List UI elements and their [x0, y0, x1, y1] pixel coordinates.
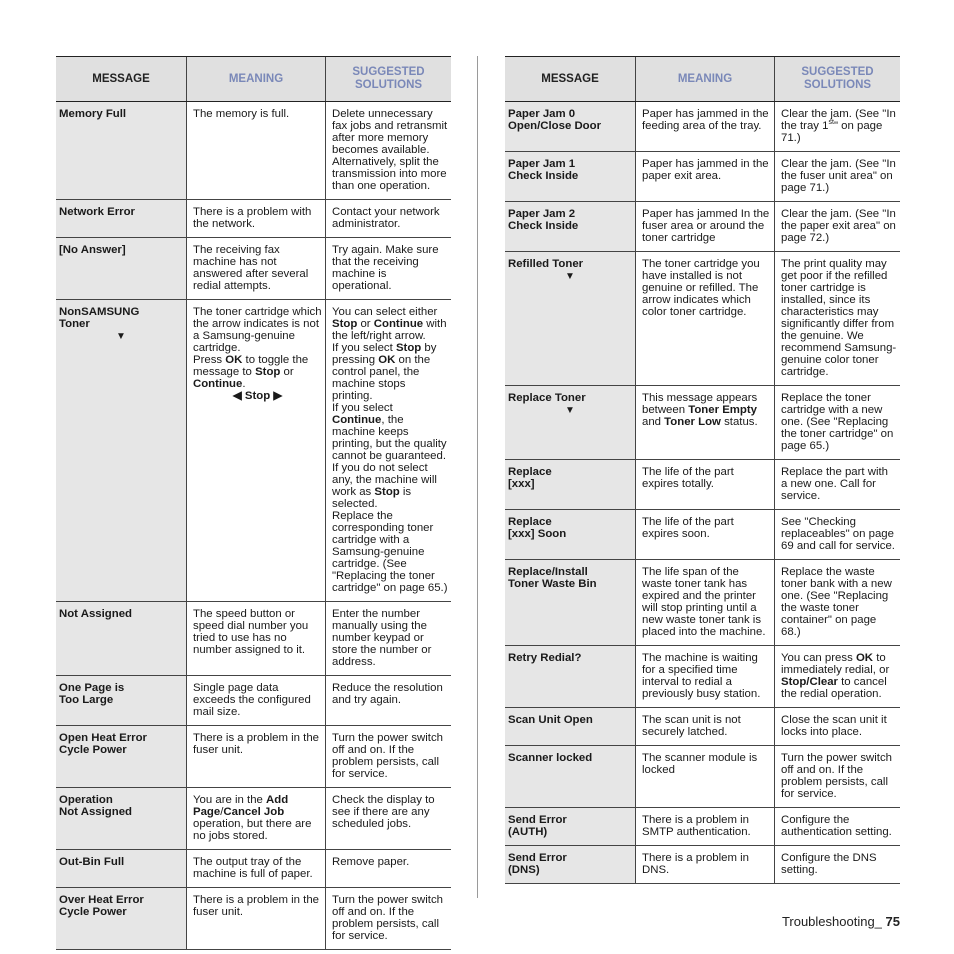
message-cell	[56, 888, 187, 950]
message-cell	[505, 252, 636, 386]
message-line: Open/Close Door	[508, 120, 602, 132]
message-cell: [No Answer]	[56, 238, 187, 300]
text-run: If you select	[332, 402, 393, 414]
stop-label: Stop	[332, 318, 358, 330]
page-number: 75	[885, 914, 900, 929]
solution-cell: Configure the DNS setting.	[775, 846, 901, 884]
text-run: /	[220, 806, 224, 818]
message-line: Replace	[508, 466, 552, 478]
message-line: Replace Toner	[508, 392, 586, 404]
message-line: Replace	[508, 516, 552, 528]
table-row	[56, 602, 451, 676]
text-run: Replace the corresponding toner cartridge with a Samsung-genuine cartridge. (See "Replacing the toner cartridge" on page 65.)	[332, 510, 448, 594]
solution-cell: Turn the power switch off and on. If the problem persists, call for service.	[326, 726, 452, 788]
text-run: If you select	[332, 342, 396, 354]
message-cell	[505, 386, 636, 460]
text-run: by pressing	[332, 342, 437, 366]
table-row	[505, 202, 900, 252]
message-line: [xxx] Soon	[508, 528, 567, 540]
solution-cell	[775, 102, 901, 152]
message-cell: Memory Full	[56, 102, 187, 200]
table-row	[505, 102, 900, 152]
left-table	[56, 56, 451, 950]
solution-cell	[775, 646, 901, 708]
table-row	[505, 152, 900, 202]
text-run: You can select either	[332, 306, 438, 318]
message-line: Not Assigned	[59, 806, 132, 818]
meaning-cell: The life of the part expires soon.	[636, 510, 775, 560]
text-run: to immediately redial, or	[781, 652, 890, 676]
left-message-table	[56, 56, 451, 950]
table-header-row	[505, 57, 900, 102]
meaning-cell: The scanner module is locked	[636, 746, 775, 808]
message-cell	[56, 788, 187, 850]
stop-navigation-indicator: ◀ Stop ▶	[232, 390, 283, 402]
message-line: Paper Jam 0	[508, 108, 576, 120]
table-row	[505, 708, 900, 746]
table-row	[505, 460, 900, 510]
solution-cell: Clear the jam. (See "In the fuser unit area" on page 71.)	[775, 152, 901, 202]
header-message: MESSAGE	[505, 57, 636, 102]
message-line: Too Large	[59, 694, 114, 706]
meaning-cell	[187, 300, 326, 602]
message-line: Toner	[59, 318, 90, 330]
message-line: Check Inside	[508, 170, 579, 182]
ordinal-suffix: st	[828, 119, 834, 127]
solution-cell: Replace the part with a new one. Call for service.	[775, 460, 901, 510]
message-line: Operation	[59, 794, 113, 806]
message-line: Open Heat Error	[59, 732, 147, 744]
arrow-down-icon: ▼	[565, 405, 575, 416]
message-line: (AUTH)	[508, 826, 548, 838]
text-run: status.	[720, 416, 758, 428]
solution-cell: Enter the number manually using the number keypad or store the number or address.	[326, 602, 452, 676]
message-line: One Page is	[59, 682, 125, 694]
text-run: You are in the	[193, 794, 267, 806]
text-run: .	[242, 378, 246, 390]
add-page-label: Add Page	[193, 794, 289, 818]
solution-cell: The print quality may get poor if the refilled toner cartridge is installed, since its characteristics may significantly differ from the genuine. We recommend Samsung-genuine color toner cartridge.	[775, 252, 901, 386]
text-run: If you do not select any, the machine will work as	[332, 462, 437, 498]
message-cell	[56, 300, 187, 602]
table-row	[56, 300, 451, 602]
message-line: Over Heat Error	[59, 894, 144, 906]
meaning-cell: The machine is waiting for a specified time interval to redial a previously busy station.	[636, 646, 775, 708]
meaning-cell: Single page data exceeds the configured mail size.	[187, 676, 326, 726]
ok-key-label: OK	[378, 354, 396, 366]
solution-cell: Delete unnecessary fax jobs and retransmit after more memory becomes available. Alternatively, split the transmission into more than one operation.	[326, 102, 452, 200]
message-line: Cycle Power	[59, 744, 127, 756]
table-row	[56, 788, 451, 850]
stop-clear-label: Stop/Clear	[781, 676, 838, 688]
text-run: on the control panel, the machine stops printing.	[332, 354, 431, 402]
message-cell: Not Assigned	[56, 602, 187, 676]
table-row	[505, 510, 900, 560]
meaning-cell: The life span of the waste toner tank has expired and the printer will stop printing until a new waste toner tank is placed into the machine.	[636, 560, 775, 646]
text-run: Clear the jam. (See "In the tray 1	[781, 108, 896, 132]
page-footer	[760, 914, 900, 929]
solution-cell: See "Checking replaceables" on page 69 and call for service.	[775, 510, 901, 560]
table-row	[56, 102, 451, 200]
solution-cell: Replace the waste toner bank with a new one. (See "Replacing the waste toner container" on page 68.)	[775, 560, 901, 646]
solution-cell: Check the display to see if there are any scheduled jobs.	[326, 788, 452, 850]
stop-label: Stop	[395, 342, 422, 354]
solution-cell: Turn the power switch off and on. If the problem persists, call for service.	[775, 746, 901, 808]
message-line: Send Error	[508, 852, 567, 864]
header-meaning: MEANING	[636, 57, 775, 102]
header-solutions: SUGGESTED SOLUTIONS	[775, 57, 901, 102]
meaning-cell: Paper has jammed in the feeding area of the tray.	[636, 102, 775, 152]
message-cell	[505, 102, 636, 152]
table-row	[56, 200, 451, 238]
solution-cell: Close the scan unit it locks into place.	[775, 708, 901, 746]
cancel-job-label: Cancel Job	[223, 806, 285, 818]
meaning-cell: The life of the part expires totally.	[636, 460, 775, 510]
table-row	[505, 846, 900, 884]
right-table	[505, 56, 900, 884]
solution-cell: Reduce the resolution and try again.	[326, 676, 452, 726]
text-run: to cancel the redial operation.	[781, 676, 887, 700]
meaning-cell: There is a problem with the network.	[187, 200, 326, 238]
table-row	[56, 850, 451, 888]
message-cell: Retry Redial?	[505, 646, 636, 708]
table-row	[505, 646, 900, 708]
message-line: NonSAMSUNG	[59, 306, 140, 318]
header-solutions: SUGGESTED SOLUTIONS	[326, 57, 452, 102]
header-message: MESSAGE	[56, 57, 187, 102]
message-line: [xxx]	[508, 478, 535, 490]
solution-cell: Replace the toner cartridge with a new one. (See "Replacing the toner cartridge" on page 65.)	[775, 386, 901, 460]
table-row	[56, 726, 451, 788]
text-run: with the left/right arrow.	[332, 318, 447, 342]
right-message-table	[505, 56, 900, 884]
meaning-text: The toner cartridge which the arrow indicates is not a Samsung-genuine cartridge.	[193, 306, 322, 354]
continue-label: Continue	[193, 378, 243, 390]
message-cell: Scanner locked	[505, 746, 636, 808]
table-header-row	[56, 57, 451, 102]
solution-cell: Contact your network administrator.	[326, 200, 452, 238]
meaning-cell: The toner cartridge you have installed is not genuine or refilled. The arrow indicates which color toner cartridge.	[636, 252, 775, 386]
message-line: Toner Waste Bin	[508, 578, 597, 590]
message-line: Replace/Install	[508, 566, 588, 578]
arrow-down-icon: ▼	[565, 271, 575, 282]
ok-key-label: OK	[855, 652, 874, 664]
meaning-cell: There is a problem in the fuser unit.	[187, 726, 326, 788]
meaning-cell: The scan unit is not securely latched.	[636, 708, 775, 746]
table-row	[56, 238, 451, 300]
message-line: Send Error	[508, 814, 567, 826]
table-row	[505, 746, 900, 808]
solution-cell: Clear the jam. (See "In the paper exit area" on page 72.)	[775, 202, 901, 252]
message-cell	[56, 726, 187, 788]
message-line: Paper Jam 2	[508, 208, 576, 220]
solution-cell: Try again. Make sure that the receiving machine is operational.	[326, 238, 452, 300]
solution-cell: Remove paper.	[326, 850, 452, 888]
meaning-cell: The speed button or speed dial number you tried to use has no number assigned to it.	[187, 602, 326, 676]
text-run: Press	[193, 354, 226, 366]
arrow-down-icon: ▼	[116, 331, 126, 342]
toner-low-label: Toner Low	[664, 416, 721, 428]
meaning-cell: The output tray of the machine is full of paper.	[187, 850, 326, 888]
solution-cell: Configure the authentication setting.	[775, 808, 901, 846]
message-line: Refilled Toner	[508, 258, 584, 270]
text-run: or	[280, 366, 294, 378]
text-run: You can press	[781, 652, 856, 664]
meaning-cell	[187, 788, 326, 850]
message-cell	[505, 152, 636, 202]
stop-label: Stop	[255, 366, 281, 378]
meaning-cell: There is a problem in DNS.	[636, 846, 775, 884]
message-cell: Out-Bin Full	[56, 850, 187, 888]
stop-label: Stop	[374, 486, 400, 498]
table-row	[505, 560, 900, 646]
footer-section-label: Troubleshooting_	[781, 914, 886, 929]
text-run: is selected.	[332, 486, 412, 510]
text-run: to toggle the message to	[193, 354, 309, 378]
text-run: " on page 71.)	[781, 120, 883, 144]
meaning-cell: There is a problem in SMTP authentication.	[636, 808, 775, 846]
message-line: (DNS)	[508, 864, 540, 876]
meaning-cell	[636, 386, 775, 460]
text-run: or	[357, 318, 374, 330]
message-cell	[505, 560, 636, 646]
text-run: , the machine keeps printing, but the quality cannot be guaranteed.	[332, 414, 447, 462]
header-meaning: MEANING	[187, 57, 326, 102]
text-run: and	[642, 416, 665, 428]
column-divider	[477, 56, 478, 898]
meaning-cell: Paper has jammed in the paper exit area.	[636, 152, 775, 202]
ok-key-label: OK	[225, 354, 243, 366]
text-run: operation, but there are no jobs stored.	[193, 818, 312, 842]
table-row	[56, 676, 451, 726]
solution-cell: Turn the power switch off and on. If the problem persists, call for service.	[326, 888, 452, 950]
toner-empty-label: Toner Empty	[688, 404, 758, 416]
continue-label: Continue	[373, 318, 424, 330]
solution-cell	[326, 300, 452, 602]
message-line: Paper Jam 1	[508, 158, 576, 170]
message-cell	[505, 808, 636, 846]
message-line: Cycle Power	[59, 906, 127, 918]
message-cell: Scan Unit Open	[505, 708, 636, 746]
table-row	[505, 808, 900, 846]
continue-label: Continue	[332, 414, 382, 426]
message-cell	[505, 846, 636, 884]
message-cell: Network Error	[56, 200, 187, 238]
text-run: This message appears between	[642, 392, 758, 416]
message-cell	[505, 202, 636, 252]
meaning-cell: There is a problem in the fuser unit.	[187, 888, 326, 950]
meaning-cell: The memory is full.	[187, 102, 326, 200]
meaning-cell: The receiving fax machine has not answered after several redial attempts.	[187, 238, 326, 300]
meaning-cell: Paper has jammed In the fuser area or around the toner cartridge	[636, 202, 775, 252]
table-row	[505, 252, 900, 386]
table-row	[505, 386, 900, 460]
table-row	[56, 888, 451, 950]
message-line: Check Inside	[508, 220, 579, 232]
message-cell	[505, 510, 636, 560]
message-cell	[505, 460, 636, 510]
message-cell	[56, 676, 187, 726]
